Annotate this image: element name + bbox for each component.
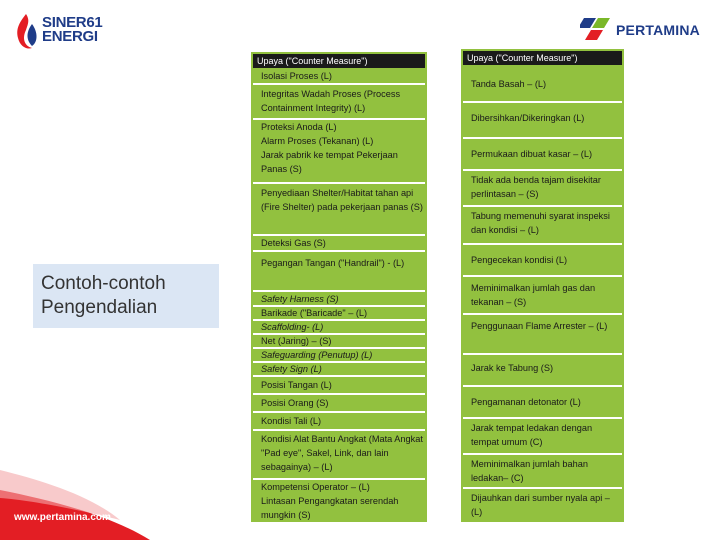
pertamina-logo xyxy=(580,12,710,46)
divider xyxy=(463,417,622,419)
left-row-jarak-pabrik: Jarak pabrik ke tempat Pekerjaan Panas (S) xyxy=(261,150,398,174)
left-row-safeguarding: Safeguarding (Penutup) (L) xyxy=(261,350,373,360)
section-label xyxy=(33,264,219,328)
left-row-scaffolding: Scaffolding- (L) xyxy=(261,322,324,332)
pertamina-wordmark: PERTAMINA xyxy=(616,22,700,38)
siner61-energi-logo xyxy=(12,12,122,52)
right-row-sumber-nyala: Dijauhkan dari sumber nyala api – (L) xyxy=(471,493,610,517)
left-row-alarm: Alarm Proses (Tekanan) (L) xyxy=(261,136,374,146)
left-row-safety-sign: Safety Sign (L) xyxy=(261,364,322,374)
left-countermeasure-table xyxy=(251,52,427,522)
right-row-min-gas: Meminimalkan jumlah gas dan tekanan – (S) xyxy=(471,283,596,307)
right-countermeasure-table xyxy=(461,49,624,522)
divider xyxy=(253,182,425,184)
left-row-kompetensi: Kompetensi Operator – (L) xyxy=(261,482,370,492)
left-row-kondisi-tali: Kondisi Tali (L) xyxy=(261,416,322,426)
label-line-2: Pengendalian xyxy=(41,297,158,318)
divider xyxy=(463,243,622,245)
divider xyxy=(463,137,622,139)
divider xyxy=(253,83,425,85)
right-row-jarak-tabung: Jarak ke Tabung (S) xyxy=(471,363,554,373)
left-row-barikade: Barikade ("Baricade" – (L) xyxy=(261,308,368,318)
label-line-1: Contoh-contoh xyxy=(41,273,166,294)
left-row-shelter: Penyediaan Shelter/Habitat tahan api (Fire Shelter) pada pekerjaan panas (S) xyxy=(261,188,423,212)
divider xyxy=(463,101,622,103)
divider xyxy=(253,375,425,377)
footer-website: www.pertamina.com xyxy=(14,512,111,523)
divider xyxy=(463,275,622,277)
left-row-isolasi: Isolasi Proses (L) xyxy=(261,71,332,81)
right-table-header: Upaya ("Counter Measure") xyxy=(463,51,622,65)
divider xyxy=(463,205,622,207)
divider xyxy=(463,487,622,489)
flame-logo-icon xyxy=(12,12,42,52)
pertamina-mark-icon xyxy=(580,14,616,44)
left-row-posisi-orang: Posisi Orang (S) xyxy=(261,398,329,408)
left-row-net: Net (Jaring) – (S) xyxy=(261,336,332,346)
divider xyxy=(463,385,622,387)
right-row-tabung: Tabung memenuhi syarat inspeksi dan kondisi – (L) xyxy=(471,211,610,235)
divider xyxy=(463,453,622,455)
divider xyxy=(253,429,425,431)
left-row-harness: Safety Harness (S) xyxy=(261,294,339,304)
right-row-permukaan: Permukaan dibuat kasar – (L) xyxy=(471,149,593,159)
right-row-min-ledakan: Meminimalkan jumlah bahan ledakan– (C) xyxy=(471,459,588,483)
right-row-flame-arrester: Penggunaan Flame Arrester – (L) xyxy=(471,321,608,331)
left-row-integritas: Integritas Wadah Proses (Process Containment Integrity) (L) xyxy=(261,89,401,113)
left-row-lintasan: Lintasan Pengangkatan serendah mungkin (S) xyxy=(261,496,399,520)
left-table-header: Upaya ("Counter Measure") xyxy=(253,54,425,68)
left-row-deteksi-gas: Deteksi Gas (S) xyxy=(261,238,326,248)
left-row-alat-bantu: Kondisi Alat Bantu Angkat (Mata Angkat "Pad eye", Sakel, Link, dan lain sebagainya) – (L) xyxy=(261,434,423,472)
right-row-jarak-ledakan: Jarak tempat ledakan dengan tempat umum (C) xyxy=(471,423,593,447)
corner-swoosh-decoration xyxy=(0,460,160,540)
logo-left-line2: ENERGI xyxy=(42,28,98,45)
right-row-dibersihkan: Dibersihkan/Dikeringkan (L) xyxy=(471,113,585,123)
divider xyxy=(253,411,425,413)
right-row-tanda-basah: Tanda Basah – (L) xyxy=(471,79,547,89)
right-row-benda-tajam: Tidak ada benda tajam disekitar perlintasan – (S) xyxy=(471,175,601,199)
divider xyxy=(253,250,425,252)
left-row-proteksi: Proteksi Anoda (L) xyxy=(261,122,337,132)
divider xyxy=(463,353,622,355)
divider xyxy=(463,169,622,171)
right-row-pengecekan: Pengecekan kondisi (L) xyxy=(471,255,568,265)
divider xyxy=(463,313,622,315)
logo-left-line1: SINER61 xyxy=(42,14,103,31)
right-row-detonator: Pengamanan detonator (L) xyxy=(471,397,581,407)
left-row-handrail: Pegangan Tangan ("Handrail") - (L) xyxy=(261,258,405,268)
divider xyxy=(253,393,425,395)
left-row-posisi-tangan: Posisi Tangan (L) xyxy=(261,380,332,390)
